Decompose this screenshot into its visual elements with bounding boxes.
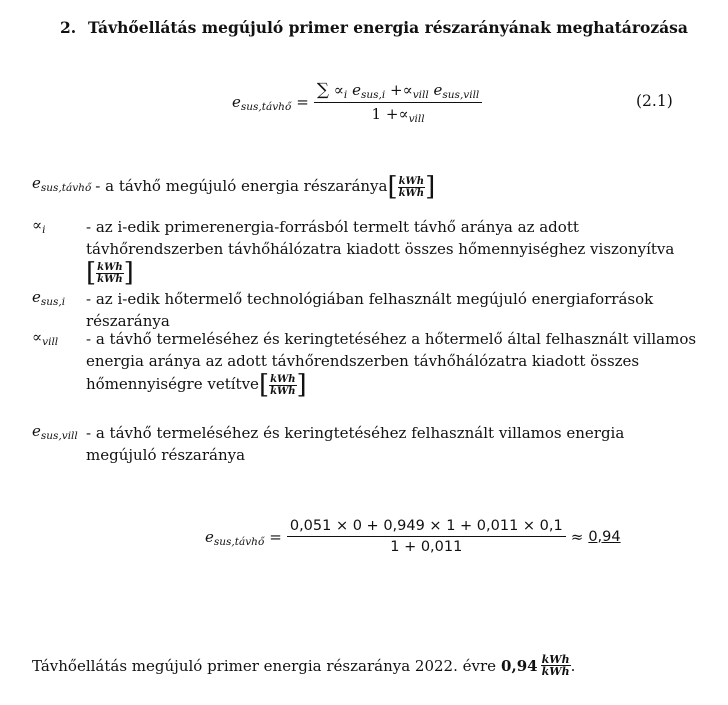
definition-symbol: $\propto_i$	[32, 216, 46, 236]
section-heading	[60, 18, 688, 37]
formula2-equals: =	[269, 527, 282, 546]
definition-text: - az i-edik hőtermelő technológiában felhasznált megújuló energiaforrások részaránya	[86, 290, 654, 330]
formula2-approx: ≈	[570, 527, 584, 546]
definition-symbol: $\propto_{vill}$	[32, 328, 59, 348]
final-statement	[32, 654, 575, 677]
definition-e-sus-i	[32, 288, 726, 332]
formula1-fraction	[314, 80, 482, 123]
definition-text: - az i-edik primerenergia-forrásból termelt távhő aránya az adott távhőrendszerben távhőhálózatra kiadott összes hőmennyiséghez viszonyítva [ $\frac{\text{kWh}}{\text{kWh}}$ ]	[86, 218, 675, 288]
definition-text: - a távhő termeléséhez és keringtetéséhez felhasznált villamos energia megújuló részaránya	[86, 424, 625, 464]
formula1-lhs: $e_{sus,távhő}$	[232, 92, 292, 113]
formula1-numerator: ∑ $\propto_i$ $e_{sus,i} +\propto_{vill}$ $e_{sus,vill}$	[314, 80, 482, 103]
formula2-result: 0,94	[588, 528, 621, 545]
formula2-lhs: $e_{sus,távhő}$	[205, 527, 265, 548]
definition-symbol: $e_{sus,i}$	[32, 288, 66, 308]
definition-text: - a távhő termeléséhez és keringtetéséhez a hőtermelő által felhasznált villamos energia aránya az adott távhőrendszerben távhőhálózatra kiadott összes hőmennyiségre vetítve [ $\frac{\text{kWh}}{\text{kWh}}$ ]	[86, 330, 697, 400]
final-value: 0,94	[501, 656, 538, 675]
definition-symbol: $e_{sus,vill}$	[32, 422, 78, 442]
definition-alpha-i	[32, 216, 716, 286]
unit-fraction: [ $\frac{\text{kWh}}{\text{kWh}}$ ]	[86, 258, 134, 288]
formula2-denominator: 1 + 0,011	[390, 539, 463, 555]
definition-alpha-vill	[32, 328, 722, 398]
final-period: .	[570, 656, 576, 675]
section-title: Távhőellátás megújuló primer energia részarányának meghatározása	[88, 18, 688, 37]
section-number: 2.	[60, 18, 77, 37]
formula-2-1	[232, 80, 482, 123]
definition-e-sus-vill	[32, 422, 686, 466]
formula1-equals: =	[296, 92, 309, 111]
formula2-numerator: 0,051 × 0 + 0,949 × 1 + 0,011 × 0,1	[287, 518, 566, 537]
formula-calculation	[205, 518, 621, 555]
formula2-fraction	[287, 518, 566, 555]
unit-fraction: [ $\frac{\text{kWh}}{\text{kWh}}$ ]	[258, 370, 307, 400]
definition-text: - a távhő megújuló energia részaránya [ $\frac{\text{kWh}}{\text{kWh}}$ ]	[95, 172, 436, 202]
final-unit: $\frac{\text{kWh}}{\text{kWh}}$	[541, 653, 570, 678]
unit-fraction: [ $\frac{\text{kWh}}{\text{kWh}}$ ]	[387, 172, 436, 202]
final-text: Távhőellátás megújuló primer energia részaránya 2022. évre	[32, 656, 497, 675]
definition-e-sus-tavho	[32, 174, 435, 200]
equation-number: (2.1)	[636, 92, 673, 110]
definition-symbol: $e_{sus,távhő}$	[32, 174, 92, 194]
formula1-denominator: $1 +\propto_{vill}$	[371, 105, 425, 125]
